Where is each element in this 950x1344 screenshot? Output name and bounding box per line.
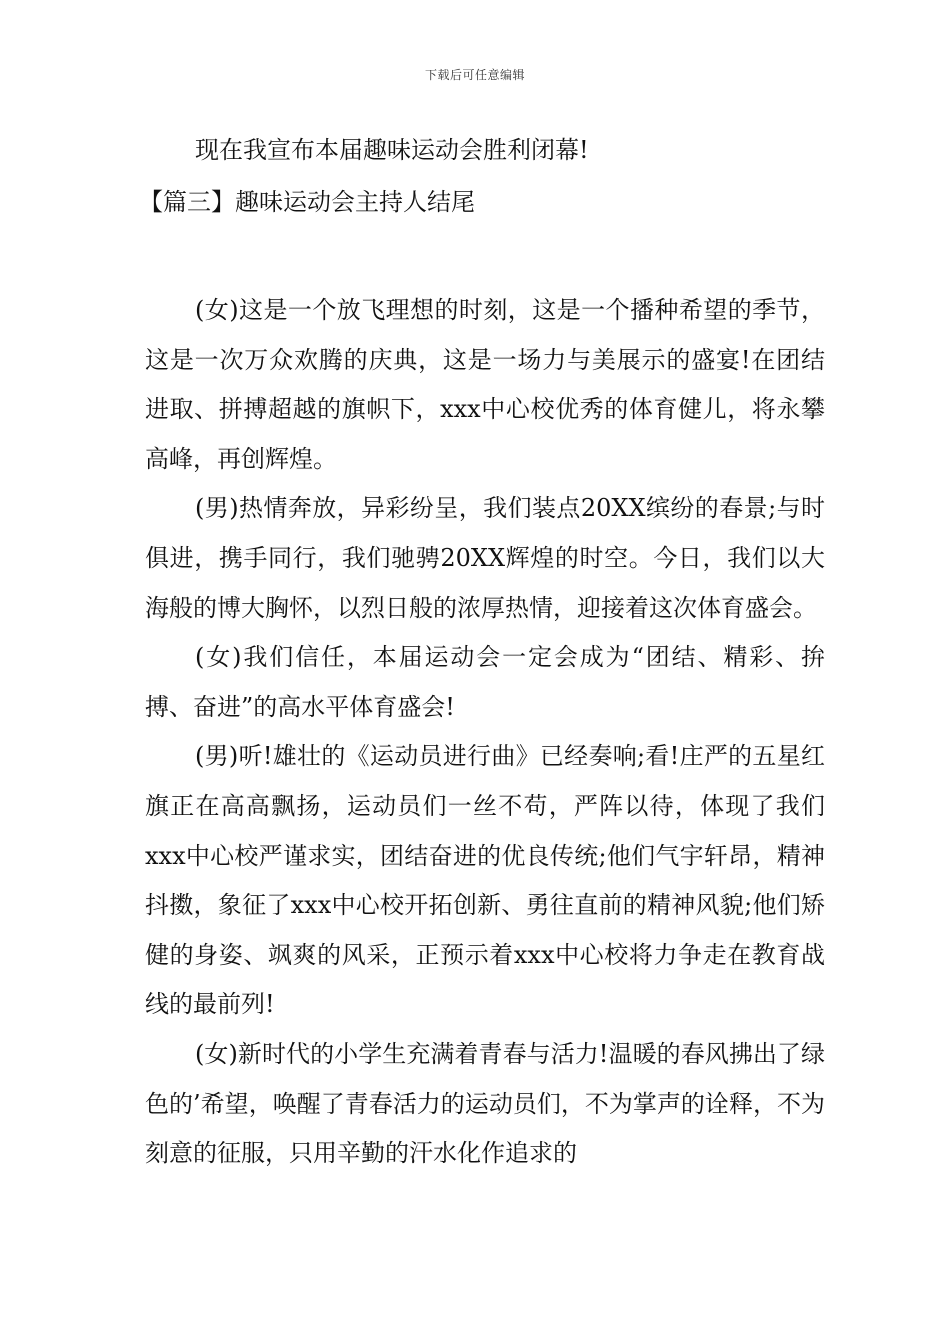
closing-line: 现在我宣布本届趣味运动会胜利闭幕! (195, 136, 589, 164)
paragraph-male-1: (男)热情奔放，异彩纷呈，我们装点20XX缤纷的春景;与时俱进，携手同行，我们驰骋20XX辉煌的时空。今日，我们以大海般的博大胸怀，以烈日般的浓厚热情，迎接着这次体育盛会。 (145, 494, 825, 622)
dialogue-text (145, 286, 825, 1179)
section-title: 【篇三】趣味运动会主持人结尾 (139, 188, 475, 216)
paragraph-female-1: (女)这是一个放飞理想的时刻，这是一个播种希望的季节，这是一次万众欢腾的庆典，这是一场力与美展示的盛宴!在团结进取、拼搏超越的旗帜下，xxx中心校优秀的体育健儿，将永攀高峰，再创辉煌。 (145, 296, 825, 473)
paragraph-female-2: (女)我们信任，本届运动会一定会成为“团结、精彩、拚搏、奋进”的高水平体育盛会! (145, 643, 825, 721)
document-body (139, 128, 825, 1179)
header-note: 下载后可任意编辑 (424, 68, 525, 82)
paragraph-female-3: (女)新时代的小学生充满着青春与活力!温暖的春风拂出了绿色的’希望，唤醒了青春活力的运动员们，不为掌声的诠释，不为刻意的征服，只用辛勤的汗水化作追求的 (145, 1039, 825, 1168)
paragraph-male-2: (男)听!雄壮的《运动员进行曲》已经奏响;看!庄严的五星红旗正在高高飘扬，运动员们一丝不苟，严阵以待，体现了我们xxx中心校严谨求实，团结奋进的优良传统;他们气宇轩昂，精神抖擞，象征了xxx中心校开拓创新、勇往直前的精神风貌;他们矫健的身姿、飒爽的风采，正预示着xxx中心校将力争走在教育战线的最前列! (145, 742, 825, 1019)
